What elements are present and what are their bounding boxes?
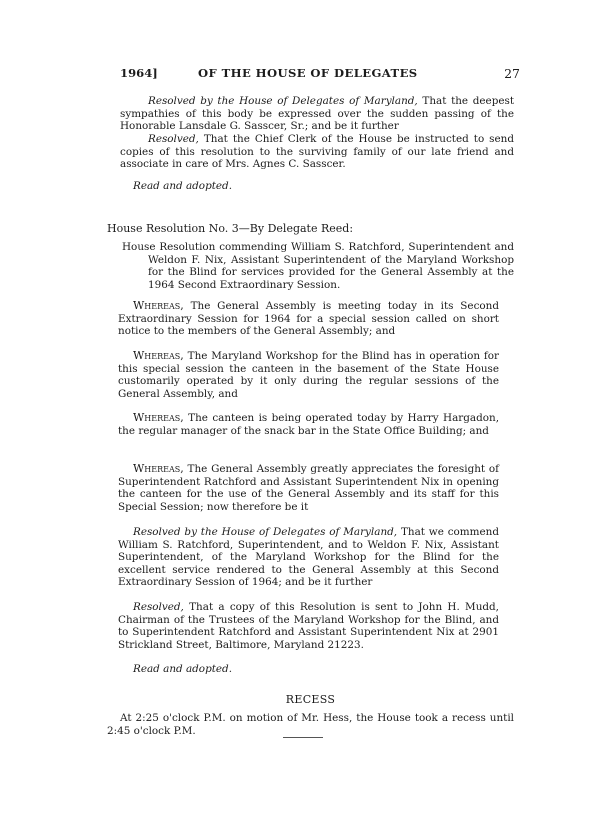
adopted-text: Read and adopted.: [133, 663, 232, 675]
resolved-lead: Resolved,: [148, 133, 199, 145]
read-and-adopted: [133, 663, 232, 676]
page-number: 27: [504, 66, 520, 81]
whereas-label: Whereas,: [133, 411, 184, 424]
paragraph-whereas-3: [118, 412, 499, 437]
whereas-label: Whereas,: [133, 299, 184, 312]
paragraph-resolved-copy: [118, 601, 499, 651]
paragraph-text: The General Assembly greatly appreciates the foresight of Superintendent Ratchford and Assistant Superintendent Nix in opening the canteen for the use of the General Assembly and its staff for this Special Session; now therefore be it: [118, 463, 499, 513]
resolved-lead: Resolved by the House of Delegates of Maryland,: [133, 526, 398, 538]
paragraph-text: The canteen is being operated today by Harry Hargadon, the regular manager of the snack bar in the State Office Building; and: [118, 412, 499, 437]
resolved-lead: Resolved by the House of Delegates of Maryland,: [148, 95, 418, 107]
read-and-adopted: [133, 180, 232, 193]
paragraph-text: That the deepest sympathies of this body be expressed over the sudden passing of the Honorable Lansdale G. Sasscer, Sr.; and be it further: [120, 95, 515, 132]
header-year: 1964]: [120, 66, 158, 80]
resolution-title: House Resolution commending William S. Ratchford, Superintendent and Weldon F. Nix, Assistant Superintendent of the Maryland Workshop for the Blind for services provided for the General Assembly at the 1964 Second Extraordinary Session.: [122, 241, 514, 291]
resolution-heading: House Resolution No. 3—By Delegate Reed:: [107, 222, 354, 235]
paragraph-whereas-4: [118, 463, 499, 513]
header-title: OF THE HOUSE OF DELEGATES: [198, 66, 418, 80]
recess-paragraph: At 2:25 o'clock P.M. on motion of Mr. Hess, the House took a recess until 2:45 o'clock P.M.: [107, 712, 514, 737]
whereas-label: Whereas,: [133, 349, 184, 362]
section-divider: [283, 737, 323, 738]
recess-heading: RECESS: [285, 693, 336, 706]
adopted-text: Read and adopted.: [133, 180, 232, 192]
paragraph-text: That we commend William S. Ratchford, Superintendent, and to Weldon F. Nix, Assistant Superintendent, of the Maryland Workshop for the Blind for the excellent service rendered to the General Assembly at this Second Extraordinary Session of 1964; and be it further: [118, 526, 499, 588]
paragraph-text: That a copy of this Resolution is sent to John H. Mudd, Chairman of the Trustees of the Maryland Workshop for the Blind, and to Superintendent Ratchford and Assistant Superintendent Nix at 2901 Strickland Street, Baltimore, Maryland 21223.: [118, 601, 499, 651]
paragraph-text: The Maryland Workshop for the Blind has in operation for this special session the canteen in the basement of the State House customarily operated by it only during the regular sessions of the General Assembly, and: [118, 350, 499, 400]
paragraph-text: That the Chief Clerk of the House be instructed to send copies of this resolution to the surviving family of our late friend and associate in care of Mrs. Agnes C. Sasscer.: [120, 133, 515, 170]
paragraph-resolved-sympathy: [120, 95, 514, 133]
paragraph-text: The General Assembly is meeting today in its Second Extraordinary Session for 1964 for a special session called on short notice to the members of the General Assembly; and: [118, 300, 499, 337]
whereas-label: Whereas,: [133, 462, 184, 475]
resolved-lead: Resolved,: [133, 601, 184, 613]
paragraph-resolved-commend: [118, 526, 499, 589]
paragraph-resolved-clerk: [120, 133, 514, 171]
paragraph-whereas-2: [118, 350, 499, 400]
page-header: [120, 66, 520, 82]
paragraph-whereas-1: [118, 300, 499, 338]
